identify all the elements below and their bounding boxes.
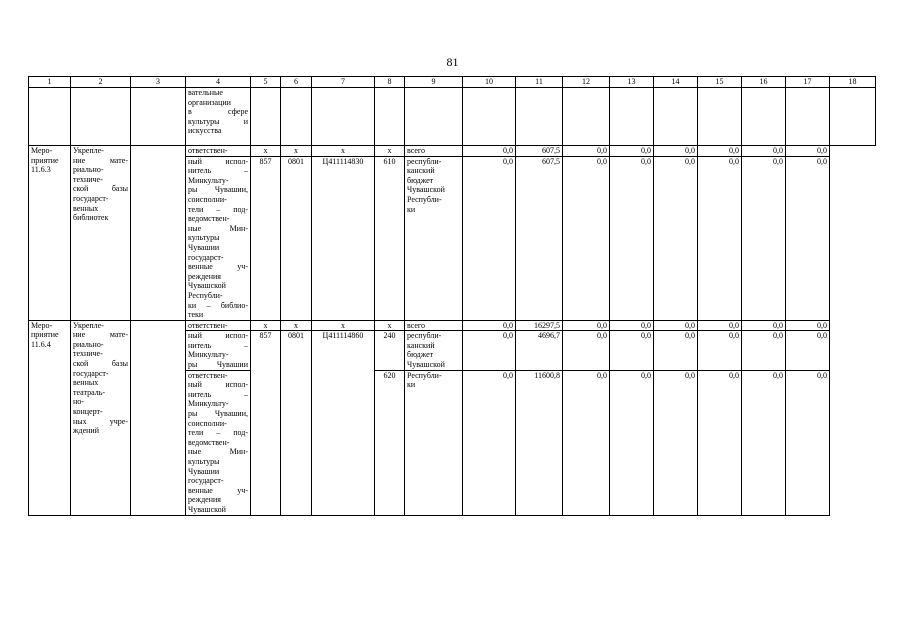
- value-cell: 0,0: [563, 156, 610, 320]
- value-cell: 0,0: [742, 370, 786, 515]
- code-cell: х: [251, 146, 281, 157]
- value-cell: 0,0: [563, 320, 610, 331]
- code-cell: 620: [375, 370, 405, 515]
- column-number: 9: [405, 77, 463, 88]
- value-cell: 0,0: [786, 156, 830, 320]
- value-cell: 0,0: [742, 331, 786, 370]
- code-cell: 0801: [281, 156, 312, 320]
- column-number: 5: [251, 77, 281, 88]
- value-cell: 0,0: [698, 156, 742, 320]
- value-cell: 0,0: [463, 146, 516, 157]
- value-cell: 11600,8: [516, 370, 563, 515]
- column-number: 4: [186, 77, 251, 88]
- column-number: 7: [312, 77, 375, 88]
- page-number: 81: [446, 55, 459, 69]
- column-number: 13: [610, 77, 654, 88]
- value-cell: 0,0: [610, 320, 654, 331]
- value-cell: 607,5: [516, 156, 563, 320]
- executor-cell: ответствен-: [186, 146, 251, 157]
- event-title-cell: Укрепле- ние мате- риально- техниче- ской базы государст- венных библиотек: [71, 146, 131, 321]
- column-number: 14: [654, 77, 698, 88]
- source-cell: Республи- ки: [405, 370, 463, 515]
- executor-cell: ный испол- нитель – Минкульту- ры Чувашии: [186, 331, 251, 370]
- table-row: [29, 320, 876, 331]
- event-name-cell: Меро- приятие 11.6.3: [29, 146, 71, 321]
- column-number: 11: [516, 77, 563, 88]
- value-cell: 0,0: [786, 146, 830, 157]
- code-cell: х: [251, 320, 281, 331]
- code-cell: Ц411114830: [312, 156, 375, 320]
- value-cell: 16297,5: [516, 320, 563, 331]
- column-number: 3: [131, 77, 186, 88]
- code-cell: 857: [251, 331, 281, 515]
- value-cell: 0,0: [610, 156, 654, 320]
- value-cell: 0,0: [610, 331, 654, 370]
- value-cell: 0,0: [698, 146, 742, 157]
- executor-cell: вательные организации в сфере культуры и искусства: [186, 88, 251, 146]
- executor-cell: ный испол- нитель – Минкульту- ры Чувашии, соисполни- тели – под- ведомствен- ные Мин- культуры Чувашии государст- венные уч- реждения Чувашской Республи- ки – библио- теки: [186, 156, 251, 320]
- code-cell: х: [375, 320, 405, 331]
- source-cell: всего: [405, 146, 463, 157]
- value-cell: 0,0: [742, 146, 786, 157]
- column-number: 8: [375, 77, 405, 88]
- value-cell: 0,0: [610, 370, 654, 515]
- code-cell: 610: [375, 156, 405, 320]
- table-row: [29, 146, 876, 157]
- event-name-cell: Меро- приятие 11.6.4: [29, 320, 71, 515]
- executor-cell: ответствен- ный испол- нитель – Минкульту- ры Чувашии, соисполни- тели – под- ведомствен- ные Мин- культуры Чувашии государст- венные уч- реждения Чувашской: [186, 370, 251, 515]
- value-cell: 0,0: [654, 320, 698, 331]
- event-title-cell: Укрепле- ние мате- риально- техниче- ской базы государст- венных театраль- но- концерт- ных учре- ждений: [71, 320, 131, 515]
- column-number: 10: [463, 77, 516, 88]
- column-number: 12: [563, 77, 610, 88]
- budget-table: [28, 76, 876, 516]
- column-number: 1: [29, 77, 71, 88]
- column-number: 15: [698, 77, 742, 88]
- code-cell: х: [312, 146, 375, 157]
- source-cell: республи- канский бюджет Чувашской: [405, 331, 463, 370]
- value-cell: 0,0: [654, 370, 698, 515]
- column-number: 6: [281, 77, 312, 88]
- code-cell: х: [312, 320, 375, 331]
- column-number-row: [29, 77, 876, 88]
- value-cell: 0,0: [786, 320, 830, 331]
- code-cell: х: [375, 146, 405, 157]
- column-number: 18: [830, 77, 876, 88]
- value-cell: 0,0: [698, 370, 742, 515]
- executor-cell: ответствен-: [186, 320, 251, 331]
- code-cell: 0801: [281, 331, 312, 515]
- value-cell: 0,0: [654, 331, 698, 370]
- source-cell: всего: [405, 320, 463, 331]
- value-cell: 0,0: [698, 331, 742, 370]
- code-cell: х: [281, 146, 312, 157]
- value-cell: 607,5: [516, 146, 563, 157]
- value-cell: 0,0: [698, 320, 742, 331]
- value-cell: 4696,7: [516, 331, 563, 370]
- value-cell: 0,0: [786, 370, 830, 515]
- value-cell: 0,0: [563, 370, 610, 515]
- value-cell: 0,0: [463, 320, 516, 331]
- column-number: 2: [71, 77, 131, 88]
- column-number: 16: [742, 77, 786, 88]
- value-cell: 0,0: [463, 156, 516, 320]
- value-cell: 0,0: [463, 331, 516, 370]
- source-cell: республи- канский бюджет Чувашской Республи- ки: [405, 156, 463, 320]
- value-cell: 0,0: [742, 320, 786, 331]
- value-cell: 0,0: [463, 370, 516, 515]
- value-cell: 0,0: [742, 156, 786, 320]
- column-number: 17: [786, 77, 830, 88]
- code-cell: 857: [251, 156, 281, 320]
- value-cell: 0,0: [786, 331, 830, 370]
- value-cell: 0,0: [563, 146, 610, 157]
- continuation-row: [29, 88, 876, 146]
- value-cell: 0,0: [610, 146, 654, 157]
- value-cell: 0,0: [563, 331, 610, 370]
- code-cell: 240: [375, 331, 405, 370]
- value-cell: 0,0: [654, 156, 698, 320]
- value-cell: 0,0: [654, 146, 698, 157]
- code-cell: х: [281, 320, 312, 331]
- code-cell: Ц411114860: [312, 331, 375, 515]
